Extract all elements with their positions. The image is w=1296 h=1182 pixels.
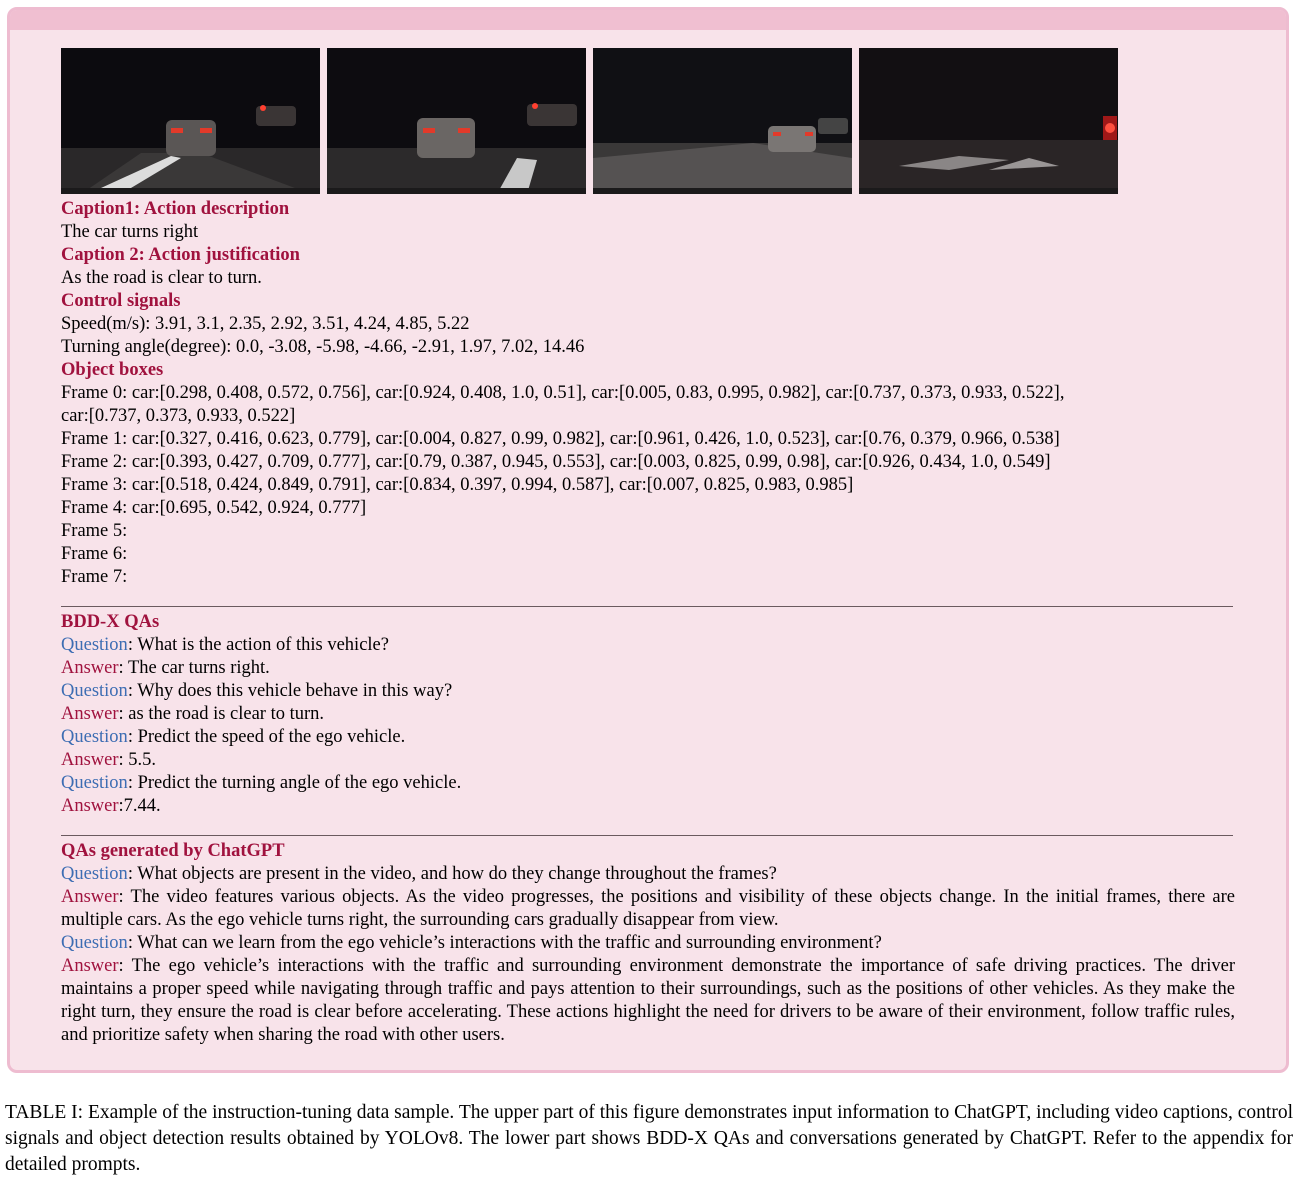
night-road-image bbox=[593, 48, 852, 194]
bddx-answer bbox=[61, 749, 1241, 772]
question-text: : Predict the speed of the ego vehicle. bbox=[127, 727, 406, 747]
panel-header-bar bbox=[10, 10, 1286, 30]
object-boxes-heading: Object boxes bbox=[61, 360, 164, 380]
question-label: Question bbox=[61, 773, 128, 793]
video-frame-1 bbox=[61, 48, 320, 194]
answer-label: Answer bbox=[61, 750, 119, 770]
caption2-text: As the road is clear to turn. bbox=[61, 268, 262, 288]
answer-text: : The car turns right. bbox=[118, 658, 270, 678]
video-frame-3 bbox=[593, 48, 852, 194]
bddx-answer bbox=[61, 657, 1241, 680]
control-signals-heading: Control signals bbox=[61, 291, 181, 311]
bddx-question bbox=[61, 772, 1241, 795]
frame-boxes-line: Frame 4: car:[0.695, 0.542, 0.924, 0.777] bbox=[61, 498, 367, 518]
chatgpt-question bbox=[61, 932, 1235, 955]
frame-boxes-line: Frame 1: car:[0.327, 0.416, 0.623, 0.779], car:[0.004, 0.827, 0.99, 0.982], car:[0.961, 0.426, 1.0, 0.523], car:[0.76, 0.379, 0.966, 0.538] bbox=[61, 429, 1060, 449]
chatgpt-answer bbox=[61, 955, 1240, 1047]
question-text: : Predict the turning angle of the ego vehicle. bbox=[127, 773, 462, 793]
question-label: Question bbox=[61, 727, 128, 747]
answer-text: :7.44. bbox=[118, 796, 161, 816]
night-road-image bbox=[859, 48, 1118, 194]
answer-text: : as the road is clear to turn. bbox=[118, 704, 325, 724]
frame-boxes-line: Frame 7: bbox=[61, 567, 128, 587]
chatgpt-answer bbox=[61, 886, 1240, 932]
answer-label: Answer bbox=[61, 956, 119, 976]
answer-label: Answer bbox=[61, 796, 119, 816]
chatgpt-heading: QAs generated by ChatGPT bbox=[61, 841, 285, 861]
question-label: Question bbox=[61, 933, 128, 953]
question-text: : What is the action of this vehicle? bbox=[127, 635, 389, 655]
bddx-answer bbox=[61, 703, 1241, 726]
video-frame-4 bbox=[859, 48, 1118, 194]
answer-text: : 5.5. bbox=[118, 750, 157, 770]
video-frame-2 bbox=[327, 48, 586, 194]
answer-label: Answer bbox=[61, 704, 119, 724]
answer-text: : The video features various objects. As the video progresses, the positions and visibility of these objects change. In the initial frames, there are multiple cars. As the ego vehicle turns right, the surrounding cars gradually disappear from view. bbox=[61, 887, 1240, 930]
question-label: Question bbox=[61, 635, 128, 655]
bddx-heading: BDD-X QAs bbox=[61, 612, 160, 632]
video-frames bbox=[61, 48, 1241, 194]
section-divider bbox=[61, 835, 1233, 836]
question-text: : Why does this vehicle behave in this way? bbox=[127, 681, 453, 701]
answer-label: Answer bbox=[61, 887, 119, 907]
answer-label: Answer bbox=[61, 658, 119, 678]
bddx-question bbox=[61, 680, 1241, 703]
bddx-question bbox=[61, 634, 1241, 657]
frame-boxes-line: car:[0.737, 0.373, 0.933, 0.522] bbox=[61, 406, 296, 426]
example-panel bbox=[7, 7, 1289, 1073]
frame-boxes-line: Frame 6: bbox=[61, 544, 128, 564]
bddx-question bbox=[61, 726, 1241, 749]
panel-content bbox=[61, 48, 1241, 1047]
section-divider bbox=[61, 606, 1233, 607]
caption1-text: The car turns right bbox=[61, 222, 199, 242]
night-road-image bbox=[327, 48, 586, 194]
frame-boxes-line: Frame 2: car:[0.393, 0.427, 0.709, 0.777], car:[0.79, 0.387, 0.945, 0.553], car:[0.003, 0.825, 0.99, 0.98], car:[0.926, 0.434, 1.0, 0.549] bbox=[61, 452, 1051, 472]
turning-angle-values: Turning angle(degree): 0.0, -3.08, -5.98, -4.66, -2.91, 1.97, 7.02, 14.46 bbox=[61, 337, 585, 357]
question-text: : What can we learn from the ego vehicle’s interactions with the traffic and surrounding environment? bbox=[127, 933, 882, 953]
question-label: Question bbox=[61, 864, 128, 884]
caption1-heading: Caption1: Action description bbox=[61, 199, 290, 219]
bddx-answer bbox=[61, 795, 1241, 818]
question-label: Question bbox=[61, 681, 128, 701]
frame-boxes-line: Frame 5: bbox=[61, 521, 128, 541]
chatgpt-question bbox=[61, 863, 1235, 886]
question-text: : What objects are present in the video, and how do they change throughout the frames? bbox=[127, 864, 777, 884]
frame-boxes-line: Frame 0: car:[0.298, 0.408, 0.572, 0.756], car:[0.924, 0.408, 1.0, 0.51], car:[0.005, 0.83, 0.995, 0.982], car:[0.737, 0.373, 0.933, 0.522], bbox=[61, 383, 1065, 403]
night-road-image bbox=[61, 48, 320, 194]
table-caption: TABLE I: Example of the instruction-tuning data sample. The upper part of this figure demonstrates input information to ChatGPT, including video captions, control signals and object detection results obtained by YOLOv8. The lower part shows BDD-X QAs and conversations generated by ChatGPT. Refer to the appendix for detailed prompts. bbox=[5, 1102, 1293, 1175]
frame-boxes-line: Frame 3: car:[0.518, 0.424, 0.849, 0.791], car:[0.834, 0.397, 0.994, 0.587], car:[0.007, 0.825, 0.983, 0.985] bbox=[61, 475, 854, 495]
caption2-heading: Caption 2: Action justification bbox=[61, 245, 300, 265]
speed-values: Speed(m/s): 3.91, 3.1, 2.35, 2.92, 3.51, 4.24, 4.85, 5.22 bbox=[61, 314, 470, 334]
answer-text: : The ego vehicle’s interactions with the traffic and surrounding environment demonstrate the importance of safe driving practices. The driver maintains a proper speed while navigating through traffic and pays attention to their surroundings, such as the positions of other vehicles. As they make the right turn, they ensure the road is clear before accelerating. These actions highlight the need for drivers to be aware of their environment, follow traffic rules, and prioritize safety when sharing the road with other users. bbox=[61, 956, 1240, 1045]
